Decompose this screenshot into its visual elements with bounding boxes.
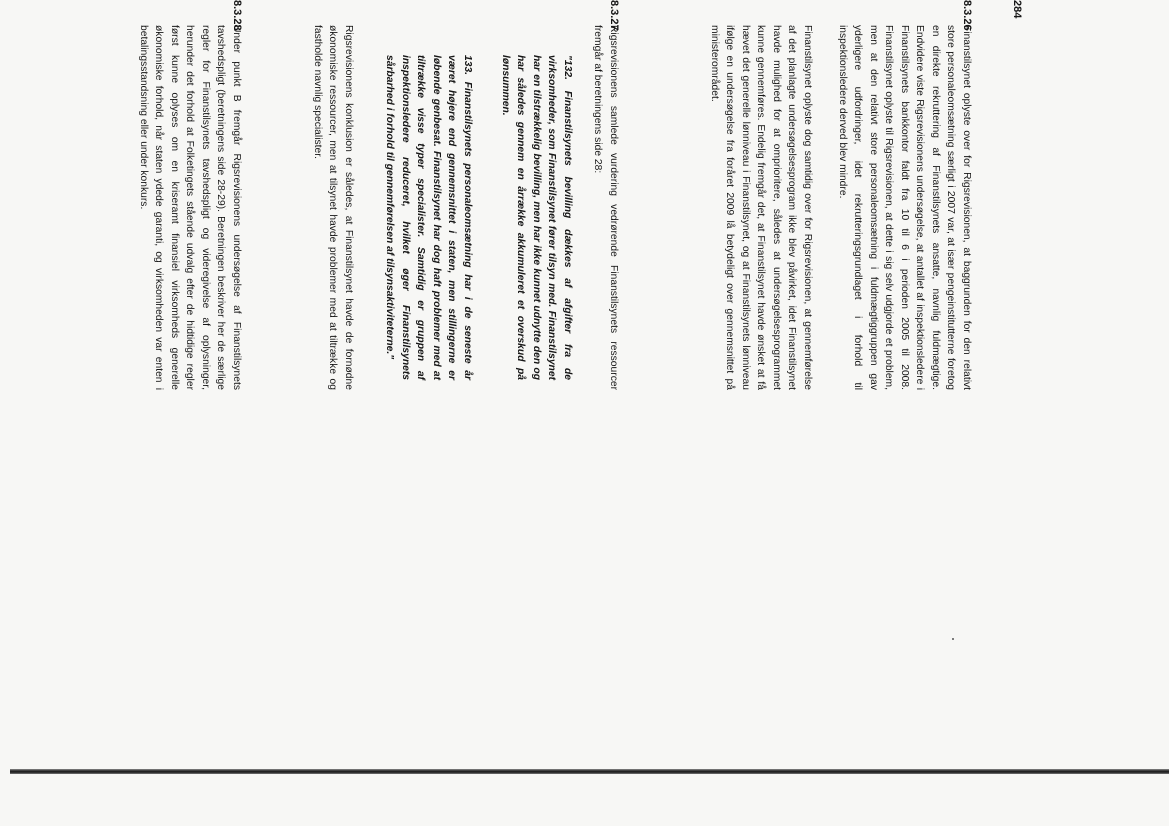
section-8-3-27-conclusion: Rigsrevisionens konklusion er således, at Finanstilsynet havde de fornødne økonomiske ressourcer, men at tilsynet havde problemer med at tiltrække og fastholde navnlig specialister.: [312, 25, 354, 390]
rotated-page-content: [84, 0, 1024, 770]
section-8-3-26-paragraph-1: Finanstilsynet oplyste over for Rigsrevisionen, at baggrunden for den relativt store personaleomsætning særligt i 2007 var, at især pengeinstitutterne foretog en direkte rekruttering af Finanstilsynets ansatte, navnlig fuldmægtige. Endvidere viste Rigsrevisionens undersøgelse, at antallet af inspektionsledere i Finanstilsynets bankkontor faldt fra 10 til 6 i perioden 2005 til 2008. Finanstilsynet oplyste til Rigsrevisionen, at dette i sig selv udgjorde et problem, men at den relativt store personaleomsætning i fuldmægtiggruppen gav yderligere udfordringer, idet rekrutteringsgrundlaget i forhold til inspektionsledere derved blev mindre.: [837, 25, 972, 390]
quote-paragraph-133: 133. Finanstilsynets personaleomsætning har i de seneste år været højere end gennemsnittet i staten, men stillingerne er løbende genbesat. Finanstilsynet har dog haft problemer med at tiltrække visse typer specialister. Samtidig er gruppen af inspektionsledere reduceret, hvilket øger Finanstilsynets sårbarhed i forhold til gennemførelsen af tilsynsaktiviteterne.": [384, 55, 473, 380]
section-number-8-3-28: 8.3.28: [231, 0, 243, 31]
section-8-3-26-paragraph-2: Finanstilsynet oplyste dog samtidig over for Rigsrevisionen, at gennemførelse af det planlagte undersøgelsesprogram ikke blev påvirket, idet Finanstilsynet havde mulighed for at omprioritere, således at undersøgelsesprogrammet kunne gennemføres. Endelig fremgår det, at Finanstilsynet havde ønsket at få hævet det generelle lønniveau i Finanstilsynet, og at Finanstilsynets lønniveau ifølge en undersøgelse fra foråret 2009 lå betydeligt over gennemsnittet på ministerområdet.: [709, 25, 813, 390]
page-number: 284: [1011, 0, 1023, 19]
section-number-8-3-27: 8.3.27: [608, 0, 620, 31]
quote-paragraph-132: "132. Finanstilsynets bevilling dækkes af afgifter fra de virksomheder, som Finanstilsynet fører tilsyn med. Finanstilsynet har en tilstrækkelig bevilling, men har ikke kunnet udnytte den og har således gennem en årrække akkumuleret et overskud på lønsummen.: [500, 55, 573, 380]
section-8-3-28-paragraph-1: Under punkt B fremgår Rigsrevisionens undersøgelse af Finanstilsynets tavshedspligt (beretningens side 28-29). Beretningen beskriver her de særlige regler for Finanstilsynets tavshedspligt og videregivelse af oplysninger, herunder det forhold at Folketingets stående udvalg efter de hidtidige regler først kunne oplyses om en kriseramt finansiel virksomheds generelle økonomiske forhold, når staten ydede garanti, og virksomheden var enten i betalingsstandsning eller under konkurs.: [138, 25, 242, 390]
scan-edge-bar: [10, 769, 1169, 774]
scan-speck: [952, 638, 954, 640]
section-number-8-3-26: 8.3.26: [961, 0, 973, 31]
section-8-3-27-intro: Rigsrevisionens samlede vurdering vedrørende Finanstilsynets ressourcer fremgår af beretningens side 28:: [592, 25, 619, 390]
